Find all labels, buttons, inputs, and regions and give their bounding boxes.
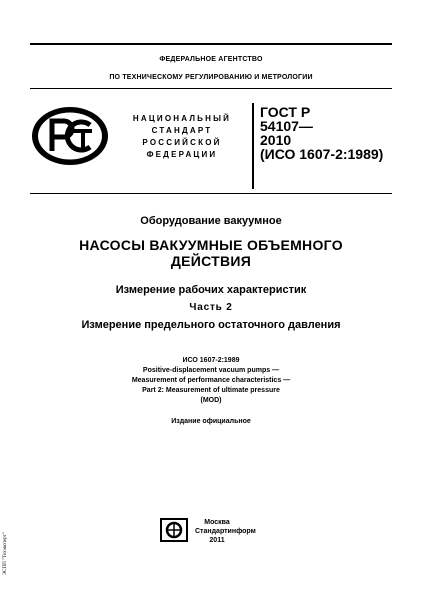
publisher-line: 2011 (209, 537, 225, 544)
publisher-line: Москва (204, 519, 230, 526)
agency-underline (30, 88, 392, 89)
gost-underline (30, 193, 392, 194)
subtitle: Измерение рабочих характеристик (115, 284, 307, 296)
iso-line: Measurement of performance characteristics — (131, 377, 291, 384)
national-line: РОССИЙСКОЙ (142, 138, 222, 147)
national-line: СТАНДАРТ (151, 126, 213, 135)
rst-logo-icon (30, 105, 110, 167)
agency-line-1: ФЕДЕРАЛЬНОЕ АГЕНТСТВО (159, 56, 263, 63)
gost-divider (252, 103, 254, 189)
main-title-line: ДЕЙСТВИЯ (170, 253, 252, 269)
edition-label: Издание официальное (171, 418, 251, 425)
gost-line: (ИСО 1607-2:1989) (260, 146, 384, 162)
national-line: НАЦИОНАЛЬНЫЙ (132, 114, 232, 123)
publisher-logo-icon (160, 518, 188, 542)
main-title-line: НАСОСЫ ВАКУУМНЫЕ ОБЪЕМНОГО (79, 237, 343, 253)
iso-line: Positive-displacement vacuum pumps — (142, 367, 280, 374)
top-rule (30, 43, 392, 45)
gost-line: ГОСТ Р (260, 104, 311, 120)
gost-line: 2010 (260, 132, 292, 148)
iso-line: Part 2: Measurement of ultimate pressure (142, 387, 280, 394)
main-title (30, 237, 392, 269)
side-watermark: ЭСПП "Техэксперт" (3, 532, 8, 575)
publisher-line: Стандартинформ (195, 528, 256, 535)
iso-reference (30, 356, 392, 406)
gost-designation (260, 105, 383, 161)
publisher-info (195, 518, 256, 545)
agency-line-2: ПО ТЕХНИЧЕСКОМУ РЕГУЛИРОВАНИЮ И МЕТРОЛОГИИ (109, 74, 313, 81)
part-title: Измерение предельного остаточного давления (81, 319, 341, 331)
gost-line: 54107— (260, 118, 313, 134)
part-label: Часть 2 (189, 302, 233, 313)
iso-line: (MOD) (200, 397, 222, 404)
iso-line: ИСО 1607-2:1989 (182, 357, 240, 364)
title-line-1: Оборудование вакуумное (140, 215, 282, 227)
national-line: ФЕДЕРАЦИИ (146, 150, 218, 159)
national-standard-label (128, 113, 236, 161)
